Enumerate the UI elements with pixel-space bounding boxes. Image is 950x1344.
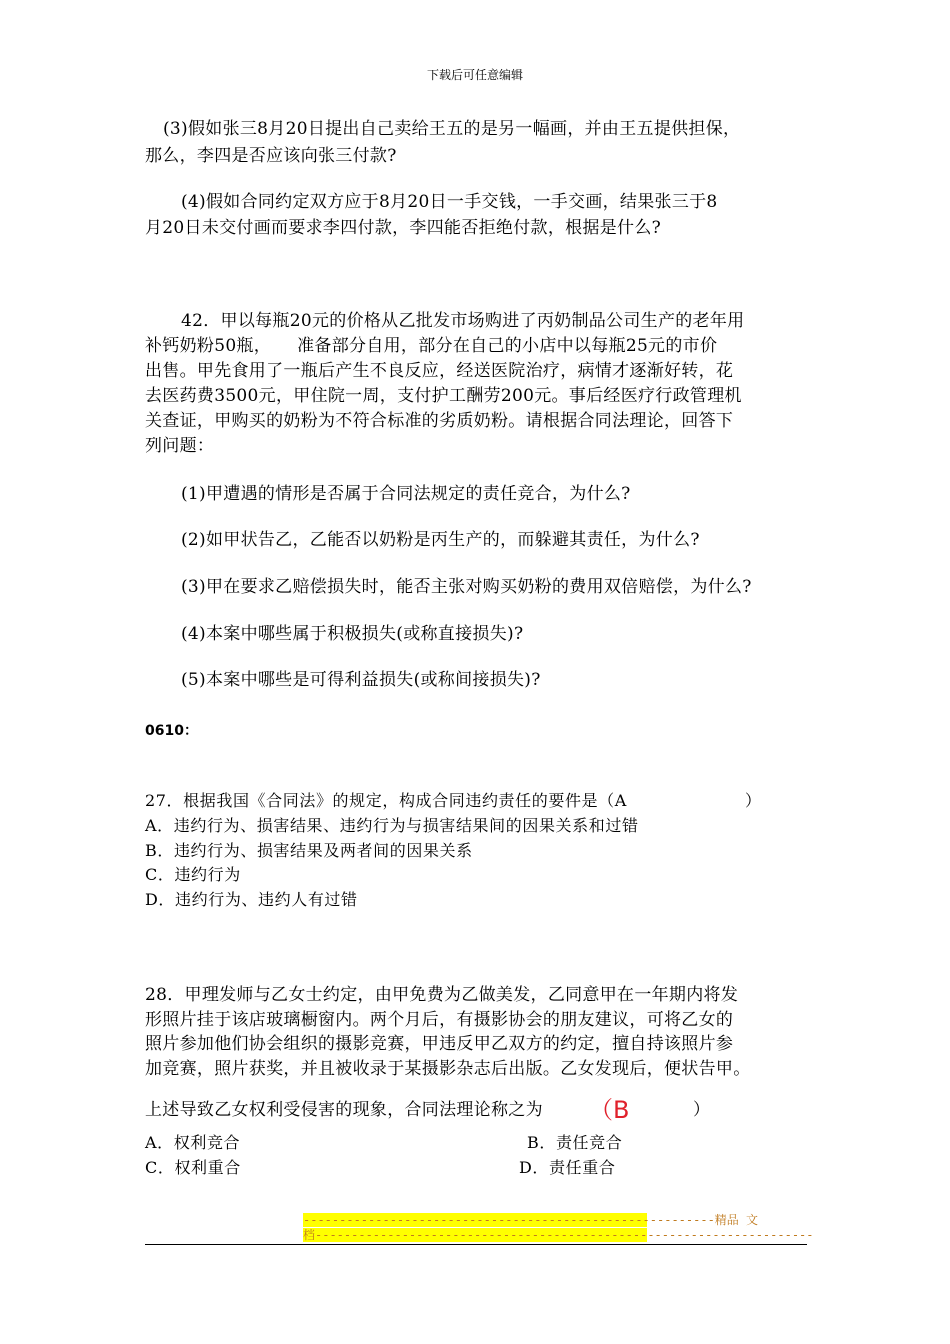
q28-line-2: 形照片挂于该店玻璃橱窗内。两个月后，有摄影协会的朋友建议，可将乙女的 <box>145 1010 734 1030</box>
question-4-line-1: (4)假如合同约定双方应于8月20日一手交钱，一手交画，结果张三于8 <box>181 192 718 212</box>
q27-option-d: D．违约行为、违约人有过错 <box>145 890 358 909</box>
q42-line-6: 列问题： <box>145 436 215 456</box>
q42-line-1: 42．甲以每瓶20元的价格从乙批发市场购进了丙奶制品公司生产的老年用 <box>181 311 745 331</box>
footer-watermark-line-1: ---------------------------------------------------------精品 文 <box>303 1213 759 1227</box>
q42-line-3: 出售。甲先食用了一瓶后产生不良反应，经送医院治疗，病情才逐渐好转，花 <box>145 361 734 381</box>
question-4-line-2: 月20日未交付画而要求李四付款，李四能否拒绝付款，根据是什么? <box>145 218 662 238</box>
q27-stem-close: ） <box>745 791 762 810</box>
q28-option-c: C．权利重合 <box>145 1158 241 1177</box>
q28-option-b: B．责任竞合 <box>527 1133 623 1152</box>
q27-option-b: B．违约行为、损害结果及两者间的因果关系 <box>145 841 473 860</box>
q28-line-1: 28．甲理发师与乙女士约定，由甲免费为乙做美发，乙同意甲在一年期内将发 <box>145 985 739 1005</box>
q42-sub-5: (5)本案中哪些是可得利益损失(或称间接损失)? <box>181 670 541 690</box>
q28-line-4: 加竞赛，照片获奖，并且被收录于某摄影杂志后出版。乙女发现后，便状告甲。 <box>145 1059 751 1079</box>
question-3-line-1: (3)假如张三8月20日提出自己卖给王五的是另一幅画，并由王五提供担保， <box>163 119 741 139</box>
q42-line-2: 补钙奶粉50瓶， 准备部分自用，部分在自己的小店中以每瓶25元的市价 <box>145 336 718 356</box>
footer-divider <box>145 1244 807 1245</box>
q28-option-d: D．责任重合 <box>519 1158 616 1177</box>
q42-line-4: 去医药费3500元，甲住院一周，支付护工酬劳200元。事后经医疗行政管理机 <box>145 386 742 406</box>
q42-line-5: 关查证，甲购买的奶粉为不符合标准的劣质奶粉。请根据合同法理论，回答下 <box>145 411 734 431</box>
q28-stem-close: ） <box>693 1100 711 1120</box>
q42-sub-4: (4)本案中哪些属于积极损失(或称直接损失)? <box>181 624 524 644</box>
footer-watermark-line-2: 档--------------------------------------------------------------------- <box>303 1228 814 1242</box>
q27-option-c: C．违约行为 <box>145 865 241 884</box>
q28-line-3: 照片参加他们协会组织的摄影竞赛，甲违反甲乙双方的约定，擅自持该照片参 <box>145 1034 734 1054</box>
section-label: 0610： <box>145 723 198 739</box>
q28-stem: 上述导致乙女权利受侵害的现象，合同法理论称之为 <box>145 1100 543 1120</box>
q42-sub-3: (3)甲在要求乙赔偿损失时，能否主张对购买奶粉的费用双倍赔偿，为什么? <box>181 577 752 597</box>
q27-option-a: A．违约行为、损害结果、违约行为与损害结果间的因果关系和过错 <box>145 816 639 835</box>
question-3-line-2: 那么，李四是否应该向张三付款? <box>145 146 397 166</box>
page-header: 下载后可任意编辑 <box>426 68 523 82</box>
q28-answer: （B <box>589 1096 630 1124</box>
q42-sub-2: (2)如甲状告乙，乙能否以奶粉是丙生产的，而躲避其责任，为什么? <box>181 530 700 550</box>
q42-sub-1: (1)甲遭遇的情形是否属于合同法规定的责任竞合，为什么? <box>181 484 631 504</box>
q28-option-a: A．权利竞合 <box>145 1133 241 1152</box>
q27-stem: 27．根据我国《合同法》的规定，构成合同违约责任的要件是（A <box>145 791 627 810</box>
